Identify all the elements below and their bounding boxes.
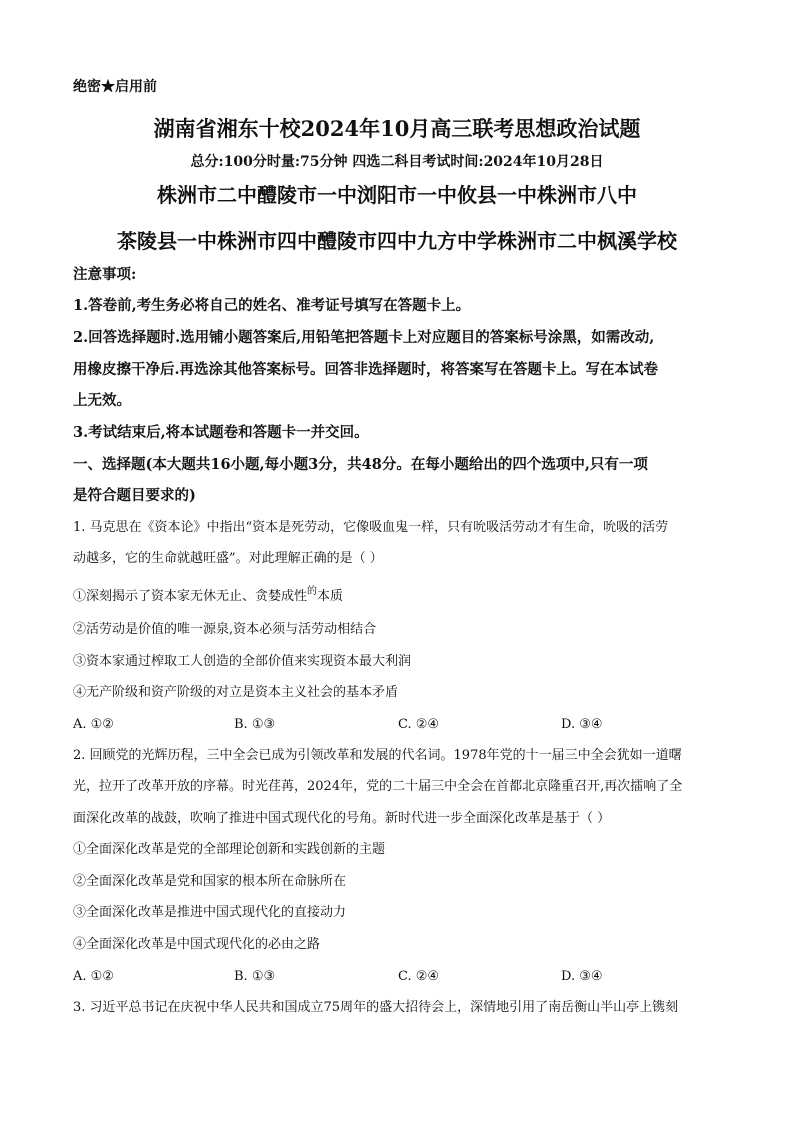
question-2-statement-3: ③全面深化改革是推进中国式现代化的直接动力 xyxy=(73,905,347,920)
question-1-line-1: 1. 马克思在《资本论》中指出“资本是死劳动，它像吸血鬼一样，只有吮吸活劳动才有生命，吮吸的活劳 xyxy=(73,520,669,535)
option-b: B. ①③ xyxy=(234,717,276,732)
question-2-line-1: 2. 回顾党的光辉历程，三中全会已成为引领改革和发展的代名词。1978年党的十一届三中全会犹如一道曙 xyxy=(73,748,682,763)
section-heading-line-2: 是符合题目要求的) xyxy=(73,487,196,504)
schools-line-1: 株洲市二中醴陵市一中浏阳市一中攸县一中株洲市八中 xyxy=(157,183,637,207)
note-3: 3.考试结束后,将本试题卷和答题卡一并交回。 xyxy=(73,424,369,441)
option-b: B. ①③ xyxy=(234,969,276,984)
statement-text: ①深刻揭示了资本家无休无止、贪婪成性 xyxy=(73,589,308,604)
question-1-statement-3: ③资本家通过榨取工人创造的全部价值来实现资本最大利润 xyxy=(73,654,412,669)
question-3-line-1: 3. 习近平总书记在庆祝中华人民共和国成立75周年的盛大招待会上，深情地引用了南岳衡山半山亭上镌刻 xyxy=(73,1000,679,1015)
question-2-statement-1: ①全面深化改革是党的全部理论创新和实践创新的主题 xyxy=(73,842,386,857)
notes-heading: 注意事项: xyxy=(73,266,137,283)
question-2-line-2: 光，拉开了改革开放的序幕。时光荏苒，2024年，党的二十届三中全会在首都北京隆重召开,再次擂响了全 xyxy=(73,779,683,794)
option-c: C. ②④ xyxy=(398,717,440,732)
option-c: C. ②④ xyxy=(398,969,440,984)
question-1-statement-2: ②活劳动是价值的唯一源泉,资本必须与活劳动相结合 xyxy=(73,622,377,637)
note-2-line-1: 2.回答选择题时.选用铺小题答案后,用铅笔把答题卡上对应题目的答案标号涂黑，如需改动, xyxy=(73,329,655,346)
option-a: A. ①② xyxy=(73,969,114,984)
option-d: D. ③④ xyxy=(561,717,603,732)
exam-info: 总分:100分时量:75分钟 四选二科目考试时间:2024年10月28日 xyxy=(190,154,604,170)
note-1: 1.答卷前,考生务必将自己的姓名、准考证号填写在答题卡上。 xyxy=(73,297,471,314)
confidential-label: 绝密★启用前 xyxy=(73,79,157,95)
question-2-line-3: 面深化改革的战鼓，吹响了推进中国式现代化的号角。新时代进一步全面深化改革是基于（ ） xyxy=(73,811,611,826)
question-2-statement-4: ④全面深化改革是中国式现代化的必由之路 xyxy=(73,937,321,952)
section-heading-line-1: 一、选择题(本大题共16小题,每小题3分，共48分。在每小题给出的四个选项中,只有一项 xyxy=(73,456,648,473)
schools-line-2: 茶陵县一中株洲市四中醴陵市四中九方中学株洲市二中枫溪学校 xyxy=(117,229,677,253)
question-1-statement-1 xyxy=(73,586,344,604)
statement-text-end: 本质 xyxy=(317,589,344,604)
note-2-line-3: 上无效。 xyxy=(73,392,131,409)
question-2-statement-2: ②全面深化改革是党和国家的根本所在命脉所在 xyxy=(73,874,347,889)
statement-superscript: 的 xyxy=(307,586,318,597)
note-2-line-2: 用橡皮擦干净后.再选涂其他答案标号。回答非选择题时，将答案写在答题卡上。写在本试卷 xyxy=(73,361,659,378)
question-1-options xyxy=(73,717,733,733)
question-1-statement-4: ④无产阶级和资产阶级的对立是资本主义社会的基本矛盾 xyxy=(73,685,399,700)
option-a: A. ①② xyxy=(73,717,114,732)
option-d: D. ③④ xyxy=(561,969,603,984)
exam-title: 湖南省湘东十校2024年10月高三联考思想政治试题 xyxy=(153,116,641,141)
question-1-line-2: 动越多，它的生命就越旺盛”。对此理解正确的是（ ） xyxy=(73,551,383,566)
question-2-options xyxy=(73,969,733,985)
